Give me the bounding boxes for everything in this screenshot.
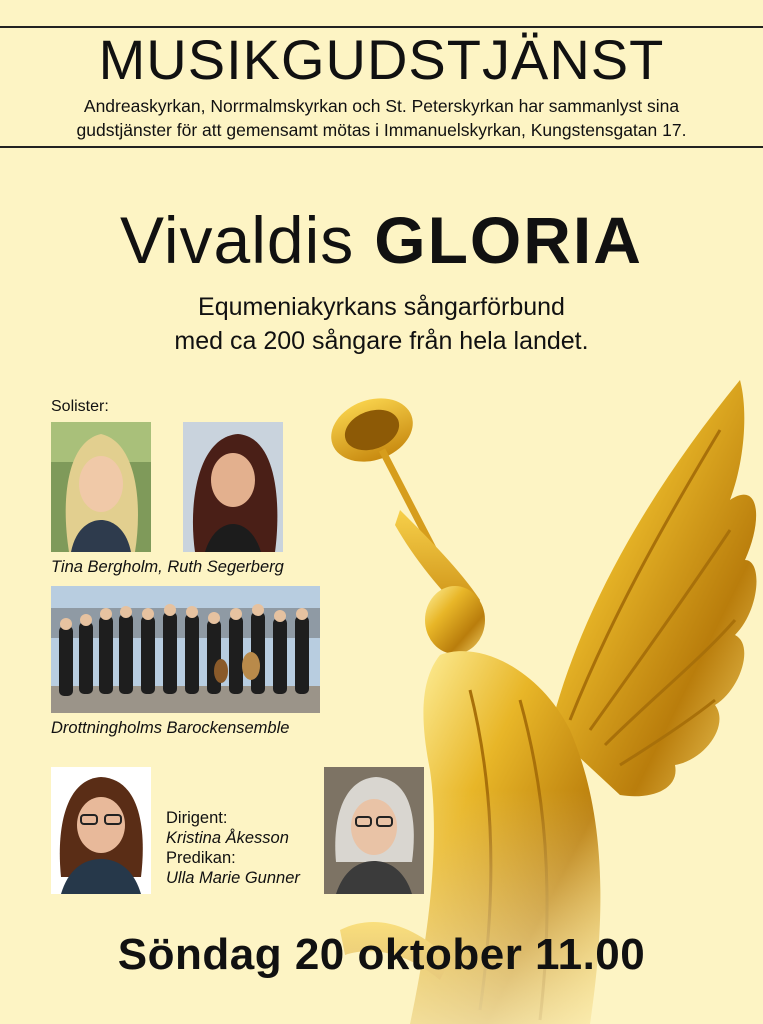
choir-description (0, 290, 763, 358)
soloist-photo-ruth (183, 422, 283, 552)
conductor-name: Kristina Åkesson (166, 829, 289, 847)
header-title: MUSIKGUDSTJÄNST (98, 28, 665, 91)
conductor-label: Dirigent: (166, 809, 228, 827)
concert-title-part2: GLORIA (374, 203, 643, 277)
choir-line1: Equmeniakyrkans sångarförbund (198, 293, 565, 321)
header-description-line1: Andreaskyrkan, Norrmalmskyrkan och St. Peterskyrkan har sammanlyst sina (83, 96, 680, 116)
ensemble-caption: Drottningholms Barockensemble (51, 719, 290, 737)
event-date: Söndag 20 oktober 11.00 (117, 930, 646, 979)
sermon-name: Ulla Marie Gunner (166, 869, 300, 887)
sermon-label: Predikan: (166, 849, 236, 867)
conductor-photo (51, 767, 151, 894)
concert-title-part1: Vivaldis (120, 203, 355, 277)
preacher-photo (324, 767, 424, 894)
soloists-label: Solister: (51, 398, 109, 415)
header-description-line2: gudstjänster för att gemensamt mötas i Immanuelskyrkan, Kungstensgatan 17. (76, 120, 687, 140)
header-bottom-rule (0, 146, 763, 148)
soloists-caption: Tina Bergholm, Ruth Segerberg (51, 558, 284, 576)
header-description (0, 94, 763, 142)
soloist-photo-tina (51, 422, 151, 552)
ensemble-photo (51, 586, 320, 713)
golden-angel-image (320, 370, 763, 1024)
choir-line2: med ca 200 sångare från hela landet. (174, 327, 589, 355)
officiants-info (166, 808, 300, 888)
concert-title (0, 200, 763, 280)
